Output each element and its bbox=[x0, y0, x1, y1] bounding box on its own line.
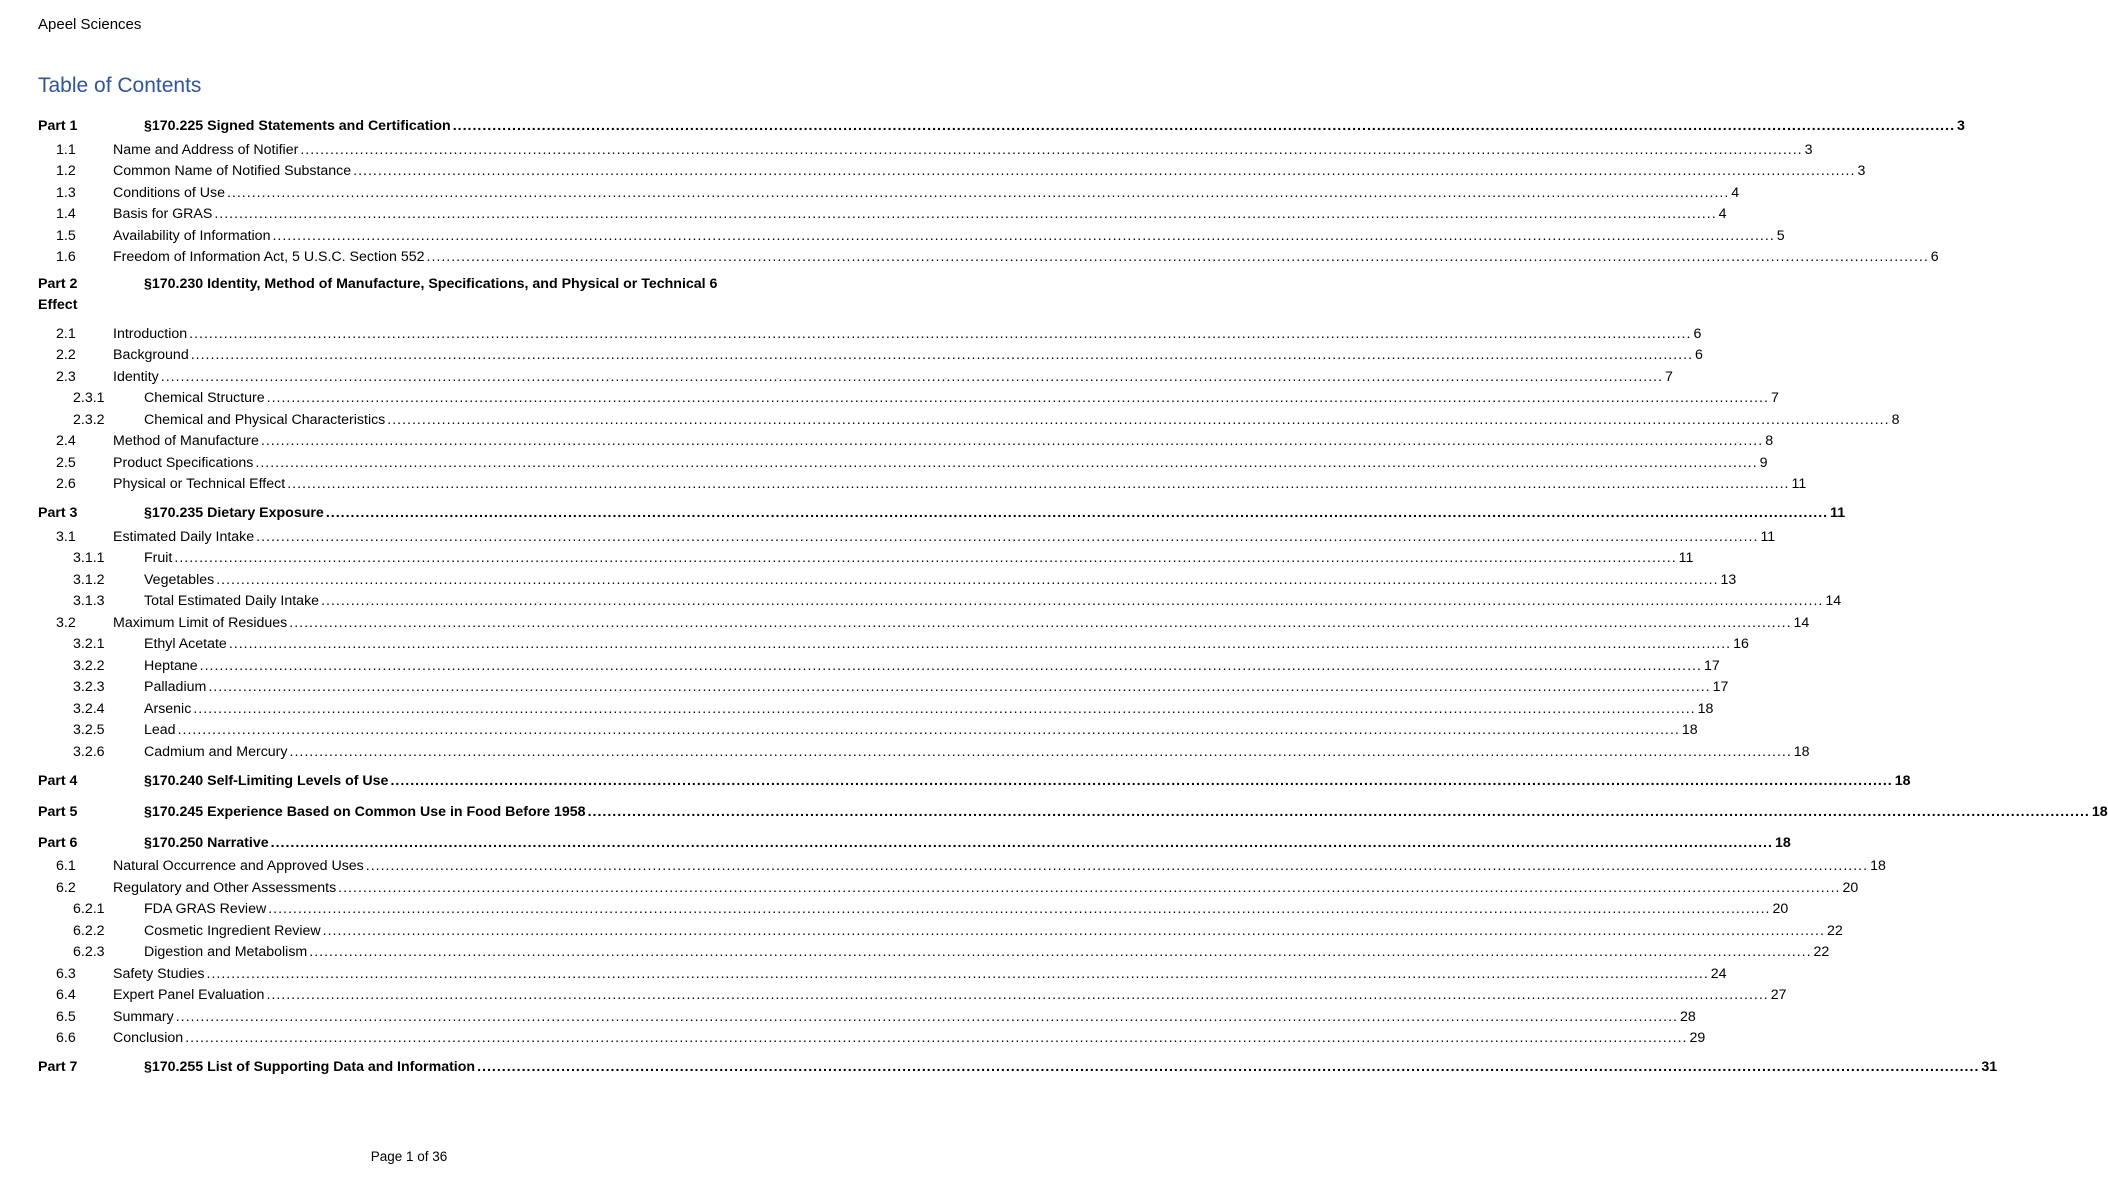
toc-entry-page: 18 bbox=[1894, 772, 1911, 789]
toc-entry-title: §170.235 Dietary Exposure bbox=[144, 505, 324, 521]
toc-entry-title: Vegetables bbox=[144, 571, 215, 588]
toc-entry-number: 2.6 bbox=[56, 476, 76, 492]
toc-entry-page: 24 bbox=[1710, 965, 1727, 982]
toc-entry-page: 28 bbox=[1680, 1008, 1696, 1025]
toc-entry-number: 3.2 bbox=[56, 614, 76, 631]
dot-leader bbox=[193, 701, 1695, 717]
dot-leader bbox=[271, 835, 1773, 851]
toc-entry-number: Part 1 bbox=[38, 118, 78, 134]
toc-entry[interactable] bbox=[38, 179, 1740, 201]
toc-entry-page: 22 bbox=[1813, 944, 1830, 960]
toc-entry-title: Regulatory and Other Assessments bbox=[113, 879, 337, 896]
dot-leader bbox=[326, 505, 1828, 521]
toc-entry[interactable] bbox=[38, 363, 1673, 385]
dot-leader bbox=[178, 722, 1680, 738]
toc-entry-number: Part 3 bbox=[38, 505, 78, 521]
toc-entry-number: 3.1.1 bbox=[73, 550, 105, 566]
toc-entry-number: 6.2.1 bbox=[73, 901, 105, 917]
toc-entry-number: 2.3 bbox=[56, 368, 76, 385]
document-header: Apeel Sciences bbox=[38, 16, 142, 33]
toc-entry-title: Chemical Structure bbox=[144, 390, 265, 406]
toc-entry[interactable] bbox=[38, 406, 1900, 428]
dot-leader bbox=[189, 326, 1691, 342]
toc-part-entry[interactable] bbox=[38, 1046, 1998, 1077]
toc-entry-number: 3.2.1 bbox=[73, 636, 105, 652]
toc-part-entry[interactable] bbox=[38, 760, 1911, 791]
toc-entry-page: 18 bbox=[1870, 858, 1886, 874]
toc-entry-title: Basis for GRAS bbox=[113, 206, 213, 222]
toc-entry-page: 20 bbox=[1842, 879, 1859, 896]
toc-entry-title: Background bbox=[113, 347, 189, 363]
toc-entry[interactable] bbox=[38, 471, 1807, 493]
toc-entry[interactable] bbox=[38, 385, 1779, 407]
toc-entry-page: 17 bbox=[1712, 679, 1729, 695]
toc-entry-page: 3 bbox=[1804, 141, 1813, 158]
toc-entry-number: 3.2.5 bbox=[73, 722, 105, 738]
toc-entry-title: Expert Panel Evaluation bbox=[113, 987, 265, 1003]
dot-leader bbox=[338, 880, 1840, 896]
toc-entry-title: Conclusion bbox=[113, 1030, 184, 1046]
toc-part-entry[interactable] bbox=[38, 822, 1791, 853]
toc-entry-number: 1.1 bbox=[56, 141, 76, 158]
toc-entry-title: Introduction bbox=[113, 325, 188, 342]
toc-entry[interactable] bbox=[38, 566, 1737, 588]
toc-entry-number: Part 5 bbox=[38, 803, 78, 820]
toc-entry-page: 3 bbox=[1957, 118, 1965, 134]
dot-leader bbox=[266, 987, 1768, 1003]
toc-entry[interactable] bbox=[38, 244, 1939, 266]
dot-leader bbox=[256, 529, 1758, 545]
dot-leader bbox=[255, 455, 1757, 471]
toc-entry-page: 9 bbox=[1759, 454, 1768, 471]
toc-entry-page: 6 bbox=[1930, 249, 1939, 265]
toc-entry-page: 16 bbox=[1733, 636, 1749, 652]
dot-leader bbox=[300, 142, 1802, 158]
toc-entry-number: 2.2 bbox=[56, 347, 76, 363]
toc-entry-title: Palladium bbox=[144, 679, 207, 695]
toc-entry-number: 1.3 bbox=[56, 184, 76, 201]
toc-entry[interactable] bbox=[38, 136, 1813, 158]
toc-entry-number: 3.2.2 bbox=[73, 657, 105, 674]
toc-entry-number: 3.1 bbox=[56, 528, 76, 545]
toc-entry-title: Cosmetic Ingredient Review bbox=[144, 922, 321, 939]
dot-leader bbox=[588, 804, 2090, 820]
toc-entry-title: Ethyl Acetate bbox=[144, 636, 227, 652]
dot-leader bbox=[427, 249, 1929, 265]
toc-entry-title: §170.250 Narrative bbox=[144, 834, 269, 851]
toc-entry-page: 14 bbox=[1793, 614, 1810, 631]
dot-leader bbox=[200, 658, 1702, 674]
toc-entry[interactable] bbox=[38, 1025, 1706, 1047]
toc-entry-page: 18 bbox=[2091, 803, 2108, 820]
dot-leader bbox=[176, 1009, 1678, 1025]
toc-entry-title: Safety Studies bbox=[113, 965, 205, 982]
toc-entry-number: 1.4 bbox=[56, 206, 76, 222]
toc-entry-number: 3.1.2 bbox=[73, 571, 105, 588]
toc-entry[interactable] bbox=[38, 428, 1774, 450]
toc-entry-title: Common Name of Notified Substance bbox=[113, 163, 352, 179]
toc-entry-title: §170.240 Self-Limiting Levels of Use bbox=[144, 772, 389, 789]
toc-entry-title: Chemical and Physical Characteristics bbox=[144, 411, 386, 428]
toc-entry[interactable] bbox=[38, 674, 1729, 696]
dot-leader bbox=[261, 433, 1763, 449]
toc-entry[interactable] bbox=[38, 917, 1843, 939]
toc-entry-title: §170.245 Experience Based on Common Use in Food Before 1958 bbox=[144, 803, 586, 820]
toc-entry[interactable] bbox=[38, 1003, 1696, 1025]
toc-entry-title: Method of Manufacture bbox=[113, 433, 259, 449]
toc-entry-page: 11 bbox=[1791, 476, 1807, 492]
toc-entry-page: 7 bbox=[1665, 368, 1673, 385]
toc-entry-title: Summary bbox=[113, 1008, 174, 1025]
toc-entry[interactable] bbox=[38, 342, 1703, 364]
toc-entry-page: 18 bbox=[1697, 700, 1714, 717]
dot-leader bbox=[216, 572, 1718, 588]
toc-entry-title: Fruit bbox=[144, 550, 173, 566]
toc-entry-title: Product Specifications bbox=[113, 454, 254, 471]
toc-entry[interactable] bbox=[38, 523, 1776, 545]
dot-leader bbox=[387, 412, 1889, 428]
toc-entry-page: 11 bbox=[1678, 550, 1694, 566]
toc-entry[interactable] bbox=[38, 609, 1810, 631]
toc-entry-page: 29 bbox=[1689, 1030, 1706, 1046]
toc-entry-page: 14 bbox=[1825, 593, 1842, 609]
dot-leader bbox=[208, 679, 1710, 695]
toc-heading: Table of Contents bbox=[38, 74, 202, 97]
dot-leader bbox=[214, 206, 1716, 222]
toc-entry-number: 3.2.6 bbox=[73, 743, 105, 760]
toc-entry-page: 4 bbox=[1731, 184, 1740, 201]
toc-entry-page: 13 bbox=[1720, 571, 1737, 588]
toc-entry-page: 31 bbox=[1981, 1059, 1998, 1075]
toc-entry-page: 18 bbox=[1681, 722, 1698, 738]
dot-leader bbox=[289, 615, 1791, 631]
dot-leader bbox=[229, 636, 1731, 652]
toc-entry-number: 1.2 bbox=[56, 163, 76, 179]
dot-leader bbox=[309, 944, 1811, 960]
toc-entry-number: 1.6 bbox=[56, 249, 76, 265]
toc-entry-number: Part 7 bbox=[38, 1059, 78, 1075]
toc-entry-number: Part 4 bbox=[38, 772, 78, 789]
toc-entry-number: 2.4 bbox=[56, 433, 76, 449]
toc-entry-page: 18 bbox=[1774, 834, 1791, 851]
toc-entry-page: 7 bbox=[1770, 390, 1779, 406]
dot-leader bbox=[321, 593, 1823, 609]
toc-entry-number: 6.3 bbox=[56, 965, 76, 982]
toc-entry-number: 6.1 bbox=[56, 858, 76, 874]
dot-leader bbox=[353, 163, 1855, 179]
toc-entry-title: Natural Occurrence and Approved Uses bbox=[113, 858, 364, 874]
toc-entry-number: 6.4 bbox=[56, 987, 76, 1003]
dot-leader bbox=[477, 1059, 1979, 1075]
toc-entry[interactable] bbox=[38, 738, 1810, 760]
toc-entry[interactable] bbox=[38, 545, 1694, 567]
toc-entry-title: Physical or Technical Effect bbox=[113, 476, 286, 492]
toc-entry-title: Maximum Limit of Residues bbox=[113, 614, 288, 631]
toc-entry[interactable] bbox=[38, 449, 1768, 471]
toc-entry-number: 6.5 bbox=[56, 1008, 76, 1025]
toc-entry-page: 18 bbox=[1793, 743, 1810, 760]
toc-entry-page: 17 bbox=[1703, 657, 1720, 674]
toc-entry[interactable] bbox=[38, 158, 1866, 180]
toc-entry[interactable] bbox=[38, 222, 1785, 244]
toc-entry[interactable] bbox=[38, 201, 1727, 223]
toc-entry-title: Identity bbox=[113, 368, 159, 385]
toc-entry-number: 6.6 bbox=[56, 1030, 76, 1046]
toc-entry-number: Part 2 Effect bbox=[38, 276, 78, 313]
toc-entry-title: Heptane bbox=[144, 657, 198, 674]
toc-entry-number: 2.5 bbox=[56, 454, 76, 471]
toc-entry-page: 20 bbox=[1772, 901, 1789, 917]
toc-entry-page: 11 bbox=[1830, 505, 1846, 521]
toc-entry[interactable] bbox=[38, 874, 1859, 896]
toc-entry-title: FDA GRAS Review bbox=[144, 901, 267, 917]
toc-entry-page: 6 bbox=[1695, 347, 1703, 363]
dot-leader bbox=[366, 858, 1868, 874]
toc-entry-title: §170.225 Signed Statements and Certification bbox=[144, 118, 451, 134]
dot-leader bbox=[267, 390, 1769, 406]
toc-entry-title: Conditions of Use bbox=[113, 184, 225, 201]
toc-part-entry[interactable] bbox=[38, 274, 786, 320]
toc-entry-number: 6.2 bbox=[56, 879, 76, 896]
toc-part-entry[interactable] bbox=[38, 791, 2108, 822]
toc-entry[interactable] bbox=[38, 588, 1842, 610]
toc-entry-title: §170.255 List of Supporting Data and Information bbox=[144, 1059, 476, 1075]
toc-entry-number: Part 6 bbox=[38, 834, 78, 851]
toc-entry-number: 6.2.2 bbox=[73, 922, 105, 939]
dot-leader bbox=[227, 185, 1729, 201]
toc-entry-page: 5 bbox=[1776, 227, 1785, 244]
toc-entry-title: Availability of Information bbox=[113, 227, 271, 244]
toc-part-entry[interactable] bbox=[38, 492, 1846, 523]
toc-entry[interactable] bbox=[38, 631, 1749, 653]
toc-entry[interactable] bbox=[38, 320, 1702, 342]
dot-leader bbox=[272, 228, 1774, 244]
toc-entry-number: 1.5 bbox=[56, 227, 76, 244]
toc-entry-title: Lead bbox=[144, 722, 176, 738]
toc-entry[interactable] bbox=[38, 896, 1789, 918]
dot-leader bbox=[174, 550, 1676, 566]
toc-entry-number: 3.1.3 bbox=[73, 593, 105, 609]
dot-leader bbox=[323, 923, 1825, 939]
page-number: Page 1 of 36 bbox=[370, 1149, 448, 1164]
toc-entry[interactable] bbox=[38, 853, 1886, 875]
toc-entry-title: Cadmium and Mercury bbox=[144, 743, 288, 760]
toc-entry-number: 2.3.2 bbox=[73, 411, 105, 428]
dot-leader bbox=[207, 966, 1709, 982]
dot-leader bbox=[390, 773, 1892, 789]
toc-entry-title: Name and Address of Notifier bbox=[113, 141, 299, 158]
dot-leader bbox=[191, 347, 1693, 363]
toc-entry[interactable] bbox=[38, 982, 1787, 1004]
toc-entry-number: 3.2.4 bbox=[73, 700, 105, 717]
toc-entry-page: 11 bbox=[1760, 528, 1776, 545]
dot-leader bbox=[161, 369, 1663, 385]
toc-entry-title: Estimated Daily Intake bbox=[113, 528, 255, 545]
toc-entry-page: 3 bbox=[1857, 163, 1866, 179]
toc-entry-page: 22 bbox=[1826, 922, 1843, 939]
toc-entry-page: 6 bbox=[1693, 325, 1702, 342]
toc-entry-number: 2.1 bbox=[56, 325, 76, 342]
toc-entry-title: Arsenic bbox=[144, 700, 192, 717]
dot-leader bbox=[185, 1030, 1687, 1046]
toc-entry[interactable] bbox=[38, 652, 1720, 674]
toc-entry-title: Total Estimated Daily Intake bbox=[144, 593, 320, 609]
dot-leader bbox=[453, 118, 1955, 134]
toc-entry-page: 27 bbox=[1770, 987, 1787, 1003]
toc-entry[interactable] bbox=[38, 695, 1714, 717]
toc-entry-page: 8 bbox=[1765, 433, 1774, 449]
toc-entry-page: 8 bbox=[1891, 411, 1900, 428]
toc-entry[interactable] bbox=[38, 717, 1698, 739]
toc-entry-title: §170.230 Identity, Method of Manufacture, Specifications, and Physical or Technical 6 bbox=[144, 276, 718, 292]
toc-entry[interactable] bbox=[38, 939, 1830, 961]
toc-entry-title: Freedom of Information Act, 5 U.S.C. Section 552 bbox=[113, 249, 425, 265]
toc-entry[interactable] bbox=[38, 960, 1727, 982]
dot-leader bbox=[268, 901, 1770, 917]
dot-leader bbox=[287, 476, 1789, 492]
toc-part-entry[interactable] bbox=[38, 112, 1965, 136]
dot-leader bbox=[290, 744, 1792, 760]
toc-entry-title: Digestion and Metabolism bbox=[144, 944, 308, 960]
toc-entry-page: 4 bbox=[1718, 206, 1727, 222]
toc-entry-number: 3.2.3 bbox=[73, 679, 105, 695]
table-of-contents bbox=[38, 112, 2108, 1077]
toc-entry-number: 6.2.3 bbox=[73, 944, 105, 960]
toc-entry-number: 2.3.1 bbox=[73, 390, 105, 406]
